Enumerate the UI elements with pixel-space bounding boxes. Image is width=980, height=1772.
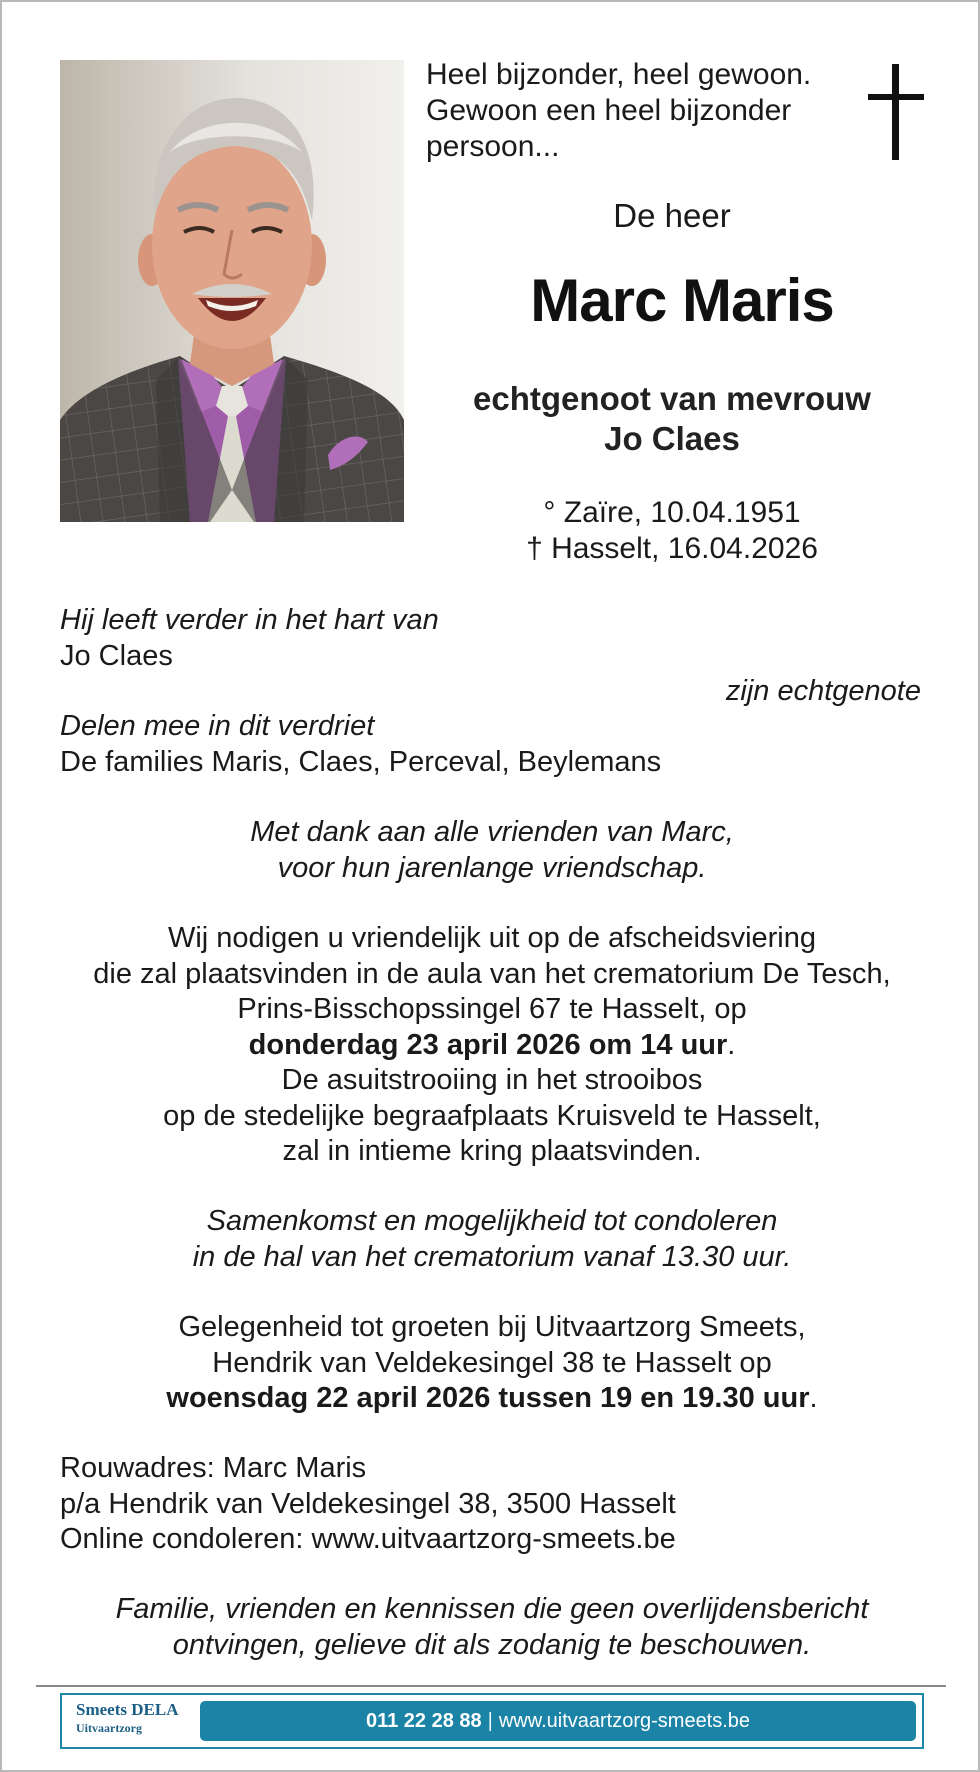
- death-date: † Hasselt, 16.04.2026: [526, 532, 818, 565]
- thanks-line-1: Met dank aan alle vrienden van Marc,: [250, 816, 734, 848]
- phone-number[interactable]: 011 22 28 88: [365, 1710, 482, 1732]
- cross-icon: [868, 64, 924, 160]
- ceremony-line-3: Prins-Bisschopssingel 67 te Hasselt, op: [237, 993, 747, 1025]
- motto-line-1: Heel bijzonder, heel gewoon.: [426, 58, 812, 91]
- motto-line-2: Gewoon een heel bijzonder: [426, 94, 792, 127]
- sharing-intro: Delen mee in dit verdriet: [60, 710, 375, 742]
- life-dates: [472, 495, 872, 567]
- spouse-name: Jo Claes: [604, 420, 740, 457]
- deceased-name: Marc Maris: [530, 267, 834, 334]
- visitation-line-1: Gelegenheid tot groeten bij Uitvaartzorg Smeets,: [178, 1311, 806, 1343]
- title-prefix: De heer: [613, 197, 731, 234]
- brand-subtitle: Uitvaartzorg: [76, 1721, 142, 1735]
- spouse-info: [422, 379, 922, 459]
- gathering-line-2: in de hal van het crematorium vanaf 13.30 uur.: [192, 1241, 792, 1273]
- scattering-line-1: De asuitstrooiing in het strooibos: [281, 1064, 703, 1096]
- funeral-home-logo: [76, 1700, 178, 1736]
- survivor-relation: zijn echtgenote: [725, 675, 921, 707]
- website-link[interactable]: www.uitvaartzorg-smeets.be: [498, 1710, 751, 1732]
- survivor-name: Jo Claes: [60, 640, 173, 672]
- survivors-intro: Hij leeft verder in het hart van: [60, 604, 439, 636]
- motto-verse: [426, 57, 811, 165]
- closing-line-2: ontvingen, gelieve dit als zodanig te beschouwen.: [172, 1629, 812, 1661]
- ceremony-line-1: Wij nodigen u vriendelijk uit op de afscheidsviering: [167, 922, 817, 954]
- footer-divider: [36, 1685, 946, 1687]
- thanks-line-2: voor hun jarenlange vriendschap.: [277, 852, 707, 884]
- separator: |: [487, 1710, 493, 1732]
- online-condolences: Online condoleren: www.uitvaartzorg-smeets.be: [60, 1523, 676, 1555]
- mourning-address-line: p/a Hendrik van Veldekesingel 38, 3500 Hasselt: [60, 1488, 676, 1520]
- spouse-relation: echtgenoot van mevrouw: [473, 380, 871, 417]
- ceremony-date-bold: donderdag 23 april 2026 om 14 uur: [248, 1029, 728, 1061]
- portrait-photo: [60, 60, 404, 522]
- visitation-line-2: Hendrik van Veldekesingel 38 te Hasselt op: [212, 1347, 772, 1379]
- mourning-address: Rouwadres: Marc Maris: [60, 1452, 367, 1484]
- scattering-line-2: op de stedelijke begraafplaats Kruisveld te Hasselt,: [163, 1100, 821, 1132]
- motto-line-3: persoon...: [426, 130, 560, 163]
- visitation-date: woensdag 22 april 2026 tussen 19 en 19.30 uur.: [166, 1382, 818, 1414]
- ceremony-line-2: die zal plaatsvinden in de aula van het crematorium De Tesch,: [93, 958, 891, 990]
- scattering-line-3: zal in intieme kring plaatsvinden.: [282, 1135, 702, 1167]
- closing-line-1: Familie, vrienden en kennissen die geen overlijdensbericht: [115, 1593, 869, 1625]
- families-list: De families Maris, Claes, Perceval, Beylemans: [60, 746, 662, 778]
- gathering-line-1: Samenkomst en mogelijkheid tot condoleren: [206, 1205, 778, 1237]
- funeral-home-banner: [60, 1693, 924, 1749]
- ceremony-date: donderdag 23 april 2026 om 14 uur.: [248, 1029, 736, 1061]
- contact-bar: [200, 1701, 916, 1741]
- visitation-date-bold: woensdag 22 april 2026 tussen 19 en 19.30 uur: [166, 1382, 810, 1414]
- portrait-illustration: [60, 60, 404, 522]
- birth-date: ° Zaïre, 10.04.1951: [543, 496, 801, 529]
- brand-name: Smeets DELA: [76, 1700, 179, 1719]
